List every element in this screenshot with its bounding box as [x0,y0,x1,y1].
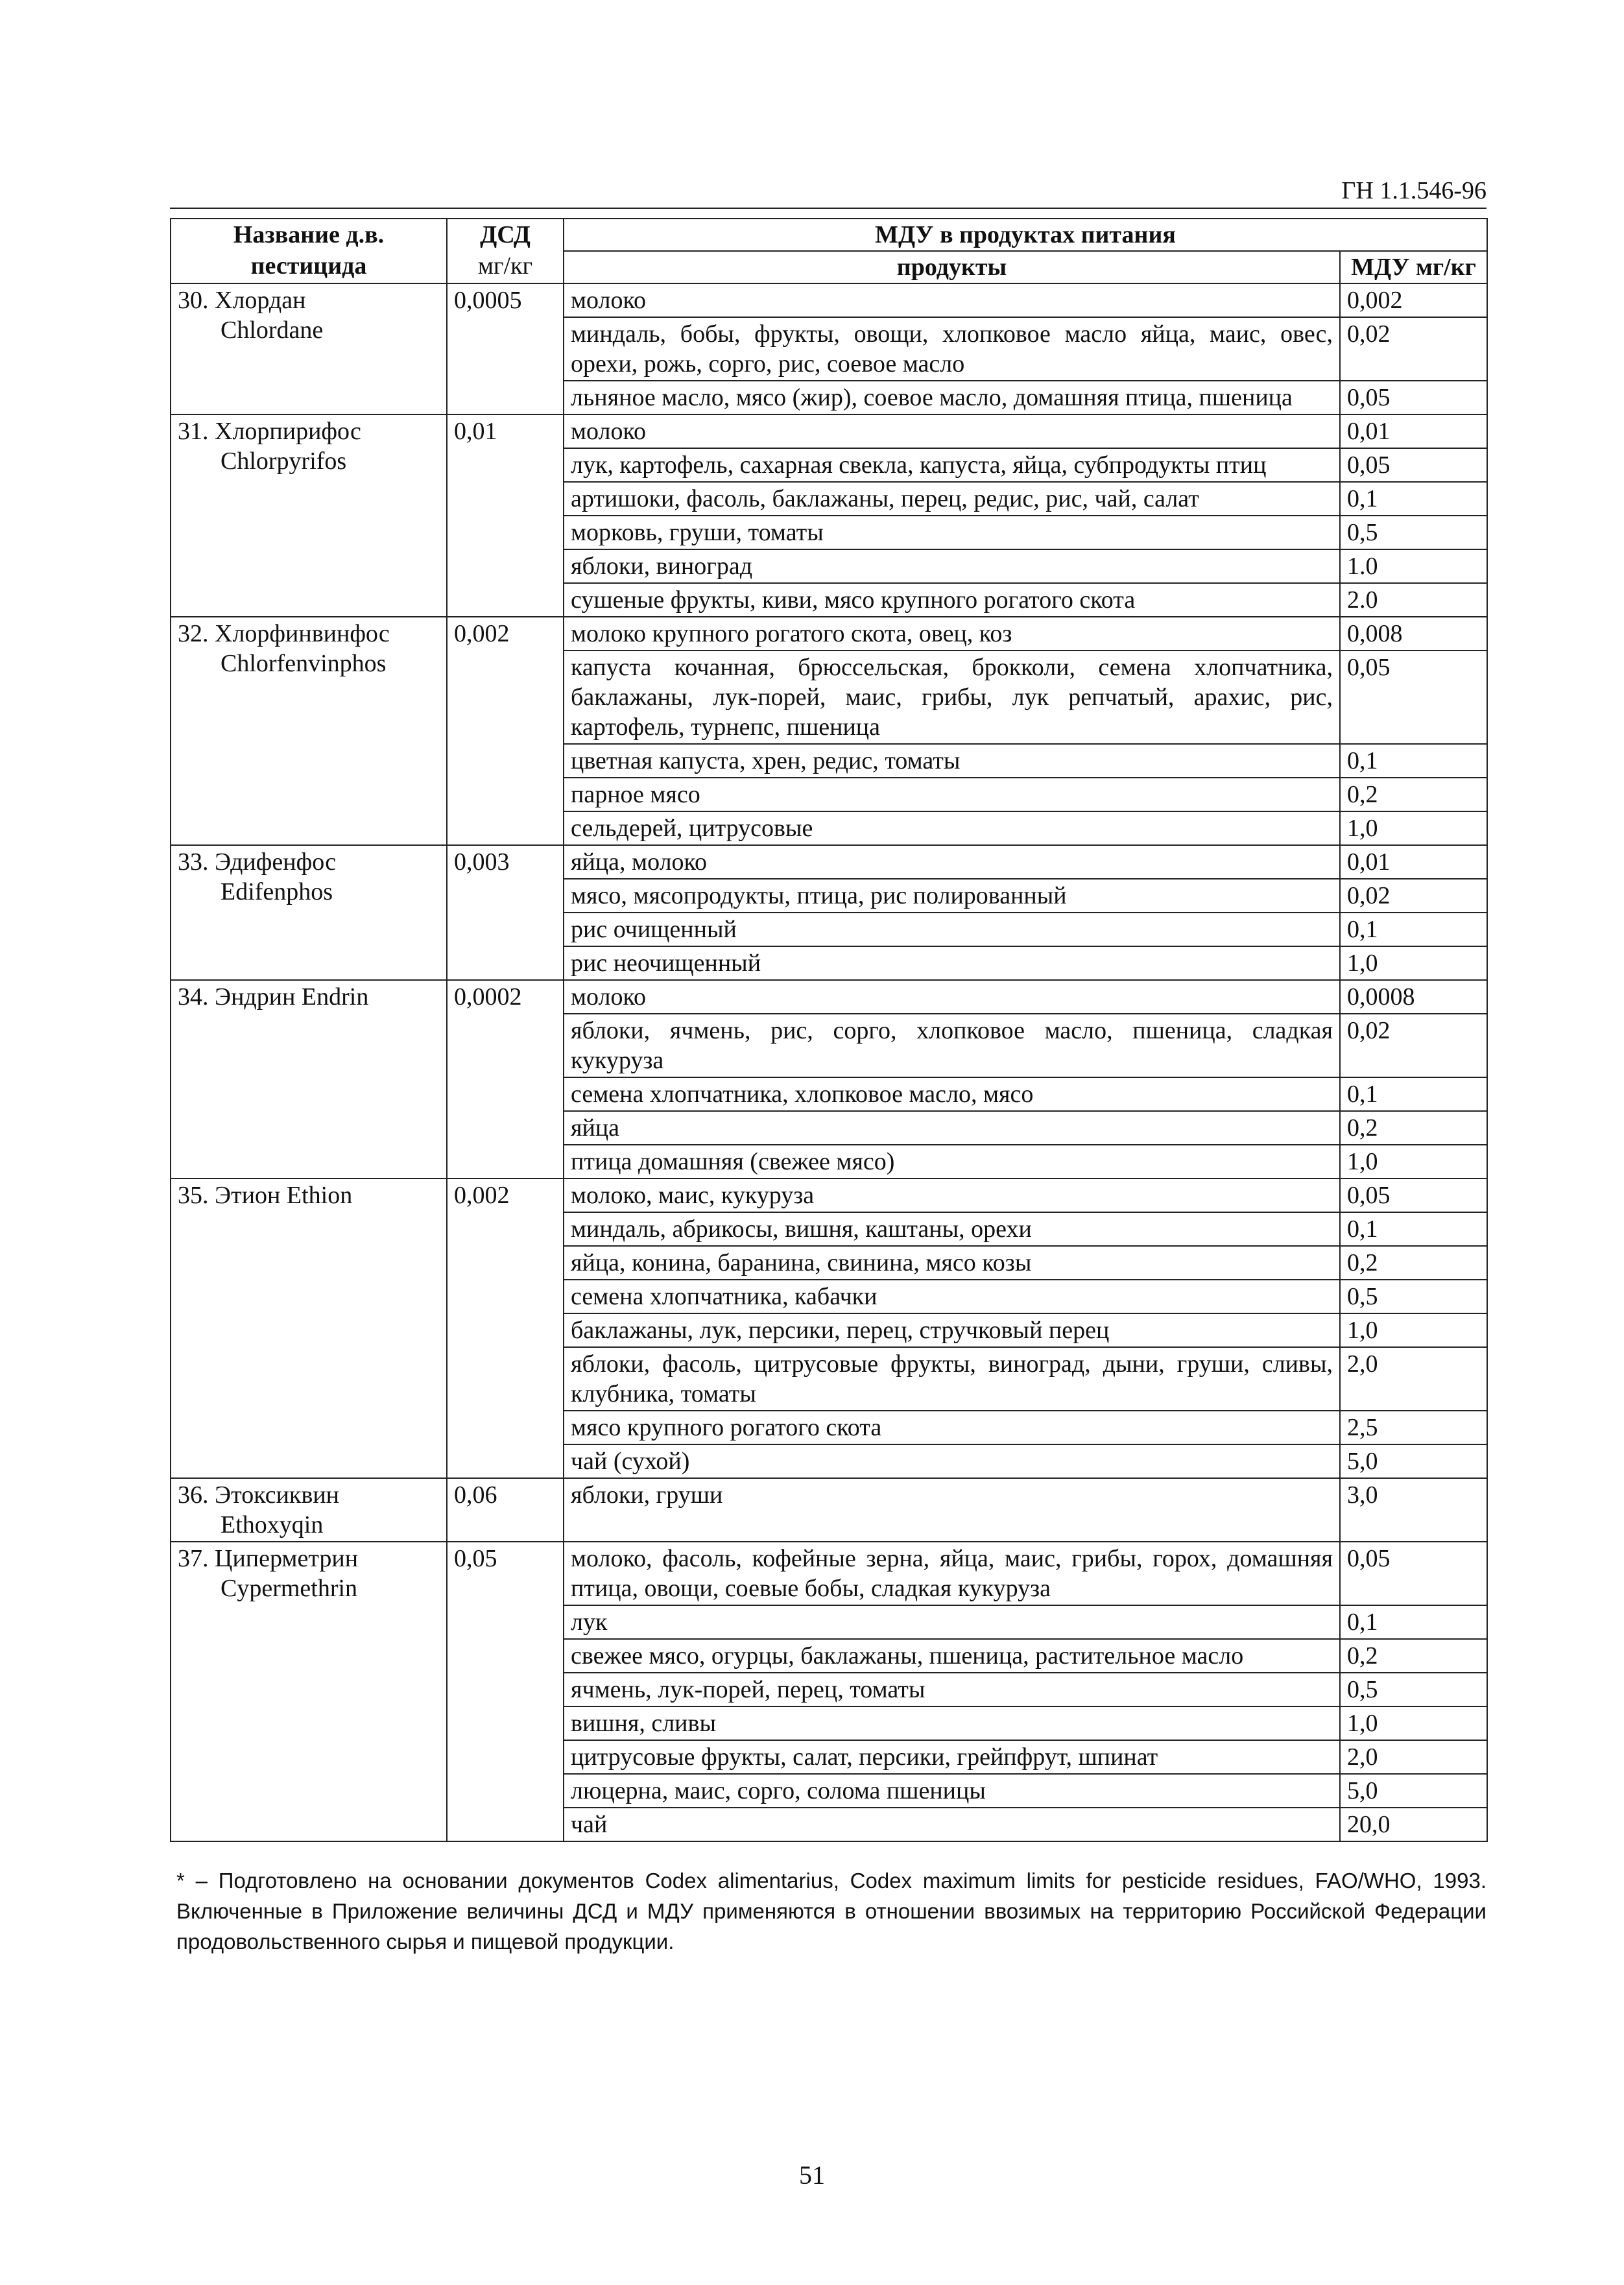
pesticide-name-cell [171,980,447,1178]
page-header [170,176,1487,209]
mdu-cell: 5,0 [1340,1774,1487,1808]
product-cell: цитрусовые фрукты, салат, персики, грейпфрут, шпинат [564,1740,1340,1774]
table-row [171,1478,1487,1542]
table-row [171,414,1487,448]
product-cell: молоко [564,980,1340,1014]
pesticide-name-cell [171,845,447,980]
product-cell: ячмень, лук-порей, перец, томаты [564,1673,1340,1706]
dsd-cell: 0,0005 [447,283,564,414]
product-cell: капуста кочанная, брюссельская, брокколи, семена хлопчатника, баклажаны, лук-порей, маис, грибы, лук репчатый, арахис, рис, картофель, турнепс, пшеница [564,651,1340,744]
mdu-cell: 0,02 [1340,879,1487,913]
pesticide-name-cell [171,283,447,414]
product-cell: рис очищенный [564,913,1340,946]
mdu-cell: 5,0 [1340,1444,1487,1478]
mdu-cell: 0,2 [1340,1639,1487,1673]
mdu-cell: 0,05 [1340,1542,1487,1605]
product-cell: парное мясо [564,778,1340,811]
product-cell: льняное масло, мясо (жир), соевое масло, домашняя птица, пшеница [564,381,1340,414]
product-cell: вишня, сливы [564,1706,1340,1740]
product-cell: яйца [564,1111,1340,1145]
product-cell: мясо крупного рогатого скота [564,1411,1340,1444]
table-row [171,283,1487,317]
product-cell: молоко [564,283,1340,317]
dsd-cell: 0,05 [447,1542,564,1841]
product-cell: чай [564,1808,1340,1841]
mdu-cell: 0,05 [1340,381,1487,414]
dsd-cell: 0,0002 [447,980,564,1178]
mdu-cell: 0,02 [1340,1014,1487,1077]
mdu-cell: 0,1 [1340,482,1487,516]
header-products: продукты [564,251,1340,283]
pesticide-name: 32. Хлорфинвинфос [178,620,390,647]
mdu-cell: 2,0 [1340,1347,1487,1411]
header-dsd-line1: ДСД [480,221,531,248]
table-row [171,980,1487,1014]
pesticide-limits-table [170,218,1488,1842]
header-mdu-unit: МДУ мг/кг [1340,251,1487,283]
product-cell: яйца, конина, баранина, свинина, мясо козы [564,1246,1340,1280]
product-cell: рис неочищенный [564,946,1340,980]
product-cell: баклажаны, лук, персики, перец, стручковый перец [564,1313,1340,1347]
pesticide-name-cell [171,617,447,845]
mdu-cell: 1.0 [1340,549,1487,583]
product-cell: молоко крупного рогатого скота, овец, коз [564,617,1340,651]
document-code: ГН 1.1.546-96 [1341,177,1487,204]
table-header-row [171,219,1487,251]
pesticide-latin-name: Chlorpyrifos [221,448,347,475]
pesticide-latin-name: Ethoxyqin [221,1511,324,1538]
footnote: * – Подготовлено на основании документов Codex alimentarius, Codex maximum limits for pesticide residues, FAO/WHO, 1993. Включенные в Приложение величины ДСД и МДУ применяются в отношении ввозимых на территорию Российской Федерации продовольственного сырья и пищевой продукции. [176,1869,1487,1954]
product-cell: артишоки, фасоль, баклажаны, перец, редис, рис, чай, салат [564,482,1340,516]
page-number: 51 [799,2160,825,2190]
header-mdu-group: МДУ в продуктах питания [564,219,1487,251]
product-cell: семена хлопчатника, хлопковое масло, мясо [564,1077,1340,1111]
product-cell: яблоки, виноград [564,549,1340,583]
pesticide-name-cell [171,1478,447,1542]
product-cell: яйца, молоко [564,845,1340,879]
pesticide-latin-name: Edifenphos [221,878,333,905]
product-cell: миндаль, абрикосы, вишня, каштаны, орехи [564,1212,1340,1246]
mdu-cell: 0,5 [1340,516,1487,549]
dsd-cell: 0,002 [447,617,564,845]
pesticide-latin-name: Cypermethrin [221,1575,358,1602]
mdu-cell: 0,0008 [1340,980,1487,1014]
mdu-cell: 1,0 [1340,1313,1487,1347]
pesticide-latin-name: Chlordane [221,317,324,344]
pesticide-name: 33. Эдифенфос [178,848,337,876]
mdu-cell: 2.0 [1340,583,1487,617]
product-cell: птица домашняя (свежее мясо) [564,1145,1340,1178]
header-name-line1: Название д.в. [233,221,385,248]
product-cell: яблоки, ячмень, рис, сорго, хлопковое масло, пшеница, сладкая кукуруза [564,1014,1340,1077]
product-cell: миндаль, бобы, фрукты, овощи, хлопковое масло яйца, маис, овес, орехи, рожь, сорго, рис, соевое масло [564,317,1340,381]
dsd-cell: 0,003 [447,845,564,980]
mdu-cell: 0,05 [1340,448,1487,482]
header-dsd [447,219,564,283]
mdu-cell: 0,05 [1340,1178,1487,1212]
mdu-cell: 1,0 [1340,946,1487,980]
mdu-cell: 0,05 [1340,651,1487,744]
mdu-cell: 3,0 [1340,1478,1487,1542]
mdu-cell: 0,5 [1340,1673,1487,1706]
mdu-cell: 20,0 [1340,1808,1487,1841]
product-cell: люцерна, маис, сорго, солома пшеницы [564,1774,1340,1808]
mdu-cell: 0,1 [1340,744,1487,778]
table-row [171,617,1487,651]
mdu-cell: 1,0 [1340,811,1487,845]
product-cell: молоко, фасоль, кофейные зерна, яйца, маис, грибы, горох, домашняя птица, овощи, соевые бобы, сладкая кукуруза [564,1542,1340,1605]
mdu-cell: 2,5 [1340,1411,1487,1444]
header-pesticide-name [171,219,447,283]
pesticide-name-cell [171,1178,447,1478]
mdu-cell: 0,5 [1340,1280,1487,1313]
mdu-cell: 0,1 [1340,1212,1487,1246]
pesticide-name: 30. Хлордан [178,287,306,314]
product-cell: яблоки, груши [564,1478,1340,1542]
product-cell: лук, картофель, сахарная свекла, капуста, яйца, субпродукты птиц [564,448,1340,482]
pesticide-name-cell [171,414,447,617]
product-cell: чай (сухой) [564,1444,1340,1478]
pesticide-name: 36. Этоксиквин [178,1481,339,1509]
header-dsd-line2: мг/кг [477,252,533,280]
mdu-cell: 0,2 [1340,1246,1487,1280]
dsd-cell: 0,002 [447,1178,564,1478]
product-cell: сельдерей, цитрусовые [564,811,1340,845]
table-row [171,1178,1487,1212]
mdu-cell: 0,1 [1340,1077,1487,1111]
mdu-cell: 0,01 [1340,414,1487,448]
product-cell: цветная капуста, хрен, редис, томаты [564,744,1340,778]
table-row [171,1542,1487,1605]
product-cell: молоко, маис, кукуруза [564,1178,1340,1212]
mdu-cell: 0,02 [1340,317,1487,381]
table-body [171,283,1487,1841]
dsd-cell: 0,06 [447,1478,564,1542]
product-cell: семена хлопчатника, кабачки [564,1280,1340,1313]
pesticide-name-cell [171,1542,447,1841]
dsd-cell: 0,01 [447,414,564,617]
mdu-cell: 2,0 [1340,1740,1487,1774]
product-cell: яблоки, фасоль, цитрусовые фрукты, виноград, дыни, груши, сливы, клубника, томаты [564,1347,1340,1411]
table-row [171,845,1487,879]
product-cell: свежее мясо, огурцы, баклажаны, пшеница, растительное масло [564,1639,1340,1673]
product-cell: морковь, груши, томаты [564,516,1340,549]
pesticide-latin-name: Chlorfenvinphos [221,650,387,677]
mdu-cell: 0,2 [1340,1111,1487,1145]
mdu-cell: 0,008 [1340,617,1487,651]
mdu-cell: 1,0 [1340,1145,1487,1178]
product-cell: лук [564,1605,1340,1639]
pesticide-name: 37. Циперметрин [178,1545,359,1572]
mdu-cell: 0,1 [1340,1605,1487,1639]
pesticide-name: 31. Хлорпирифос [178,418,361,445]
mdu-cell: 0,01 [1340,845,1487,879]
header-name-line2: пестицида [250,252,367,280]
mdu-cell: 0,2 [1340,778,1487,811]
product-cell: сушеные фрукты, киви, мясо крупного рогатого скота [564,583,1340,617]
pesticide-name: 35. Этион Ethion [178,1182,353,1209]
product-cell: мясо, мясопродукты, птица, рис полированный [564,879,1340,913]
product-cell: молоко [564,414,1340,448]
pesticide-name: 34. Эндрин Endrin [178,983,369,1011]
mdu-cell: 0,1 [1340,913,1487,946]
mdu-cell: 1,0 [1340,1706,1487,1740]
mdu-cell: 0,002 [1340,283,1487,317]
